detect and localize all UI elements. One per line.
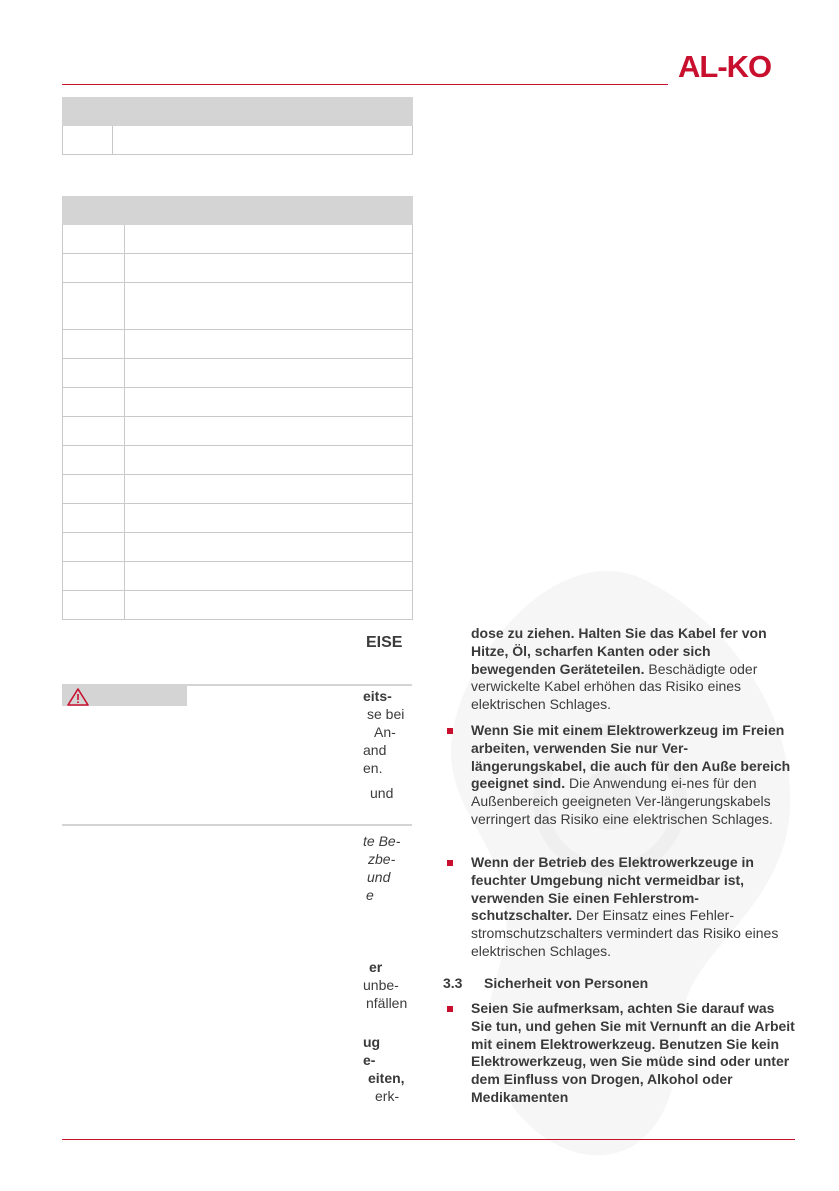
body-text: Der Einsatz eines Fehler-stromschutzschalters vermindert das Risiko eines elektrischen Schlages. [471, 907, 779, 959]
text-fragment: An- [374, 724, 396, 740]
bold-text: dose zu ziehen. Halten Sie das Kabel fer von Hitze, Öl, scharfen Kanten oder sich bewegenden Geräteteilen. [471, 625, 767, 677]
body-text: Beschädigte oder verwickelte Kabel erhöhen das Risiko eines elektrischen Schlages. [471, 660, 758, 713]
section-heading-fragment: EISE [366, 634, 403, 651]
bold-text: Wenn Sie mit einem Elektrowerkzeug im Freien arbeiten, verwenden Sie nur Ver-längerungskabel, die auch für den Auße bereich geeignet sind. [471, 722, 791, 792]
section-number: 3.3 [443, 975, 463, 991]
logo-text: AL-KO [678, 50, 772, 80]
list-item [443, 854, 795, 961]
table-row [63, 283, 413, 330]
table-row [63, 533, 413, 562]
text-fragment: eiten, [368, 1070, 405, 1086]
text-fragment: erk- [375, 1088, 400, 1104]
bullet-icon [447, 1006, 453, 1012]
table-row [63, 417, 413, 446]
bullet-icon [447, 728, 453, 734]
text-fragment: und [367, 869, 391, 885]
text-fragment: nfällen [366, 995, 408, 1011]
paragraph-continuation [443, 625, 795, 714]
section-title: Sicherheit von Personen [484, 975, 649, 991]
table-header-row [63, 98, 413, 126]
al-ko-logo [678, 50, 796, 80]
table-row [63, 591, 413, 620]
text-fragment: e- [363, 1052, 376, 1068]
list-item [443, 1000, 795, 1107]
header-rule [62, 84, 668, 85]
text-fragment: en. [363, 760, 383, 776]
text-fragment: e [366, 887, 374, 903]
table-row [63, 254, 413, 283]
table-row [63, 562, 413, 591]
table-row [63, 330, 413, 359]
body-text: Die Anwendung ei-nes für den Außenbereich geeigneten Ver-längerungskabels verringert das Risiko eine elektrischen Schlages. [471, 775, 773, 827]
text-fragment: ug [363, 1034, 381, 1050]
list-item [443, 722, 795, 829]
text-fragment: er [369, 959, 383, 975]
text-fragment: unbe- [363, 977, 399, 993]
table-row [63, 126, 413, 155]
text-fragment: und [370, 785, 394, 801]
bold-text: Seien Sie aufmerksam, achten Sie darauf was Sie tun, und gehen Sie mit Vernunft an die Arbeit mit einem Elektrowerkzeug. Benutzen Sie kein Elektrowerkzeug, wen Sie müde sind oder unter dem Einfluss von Drogen, Alkohol oder Medikamenten [471, 1000, 795, 1105]
text-fragment: se bei [367, 706, 405, 722]
table-row [63, 225, 413, 254]
bullet-icon [447, 860, 453, 866]
text-fragment: and [363, 742, 387, 758]
separator-rule [62, 824, 412, 826]
table-row [63, 446, 413, 475]
text-fragment: zbe- [368, 851, 396, 867]
table-header-row [63, 197, 413, 225]
table-row [63, 359, 413, 388]
warning-triangle-icon [67, 688, 89, 706]
table-1 [62, 97, 413, 155]
text-fragment: eits- [363, 688, 392, 704]
table-2 [62, 196, 413, 620]
section-heading [443, 975, 648, 991]
text-fragment: te Be- [363, 833, 401, 849]
table-row [63, 388, 413, 417]
footer-rule [62, 1139, 795, 1140]
table-row [63, 504, 413, 533]
table-row [63, 475, 413, 504]
bold-text: Wenn der Betrieb des Elektrowerkzeuge in feuchter Umgebung nicht vermeidbar ist, verwenden Sie einen Fehlerstrom-schutzschalter. [471, 854, 754, 924]
